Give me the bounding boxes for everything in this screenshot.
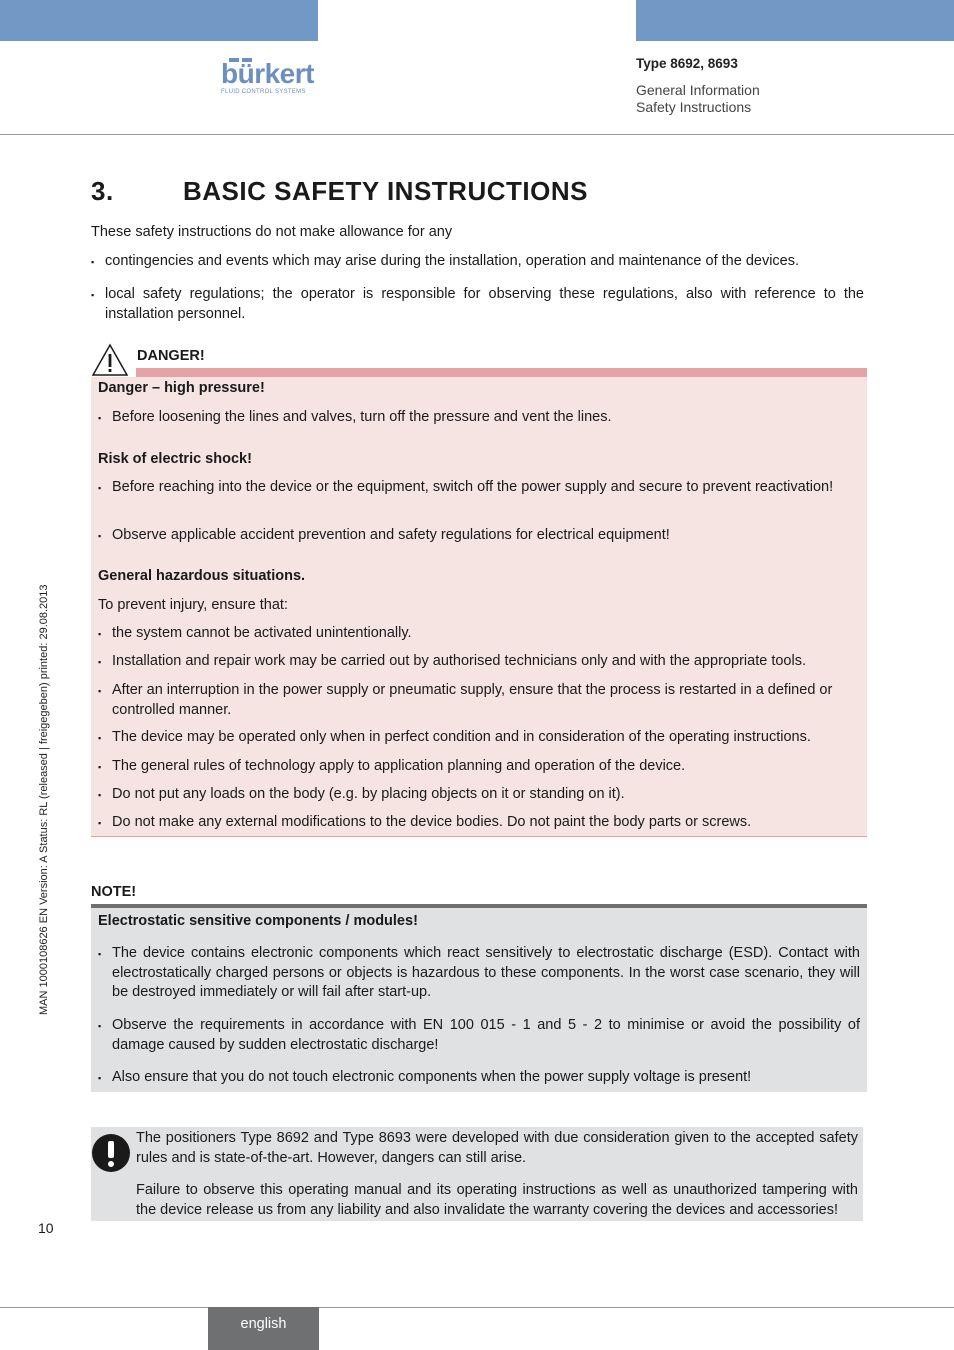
chapter-number: 3. — [91, 176, 114, 206]
danger-general-intro: To prevent injury, ensure that: — [98, 597, 288, 613]
note-bullet: ▪ Observe the requirements in accordance with EN 100 015 - 1 and 5 - 2 to minimise or avoid the possibility of damage caused by sudden electrostatic discharge! — [98, 1016, 860, 1055]
info-box — [91, 1127, 863, 1221]
danger-bullet: ▪ Before loosening the lines and valves, turn off the pressure and vent the lines. — [98, 408, 858, 428]
note-heading: Electrostatic sensitive components / modules! — [98, 913, 418, 929]
danger-bullet: ▪ The device may be operated only when in perfect condition and in consideration of the operating instructions. — [98, 728, 864, 748]
page-number: 10 — [38, 1220, 54, 1236]
document-meta-vertical: MAN 1000108626 EN Version: A Status: RL (released | freigegeben) printed: 29.08.2013 — [38, 584, 50, 1015]
danger-bullet: ▪ Before reaching into the device or the equipment, switch off the power supply and secure to prevent reactivation! — [98, 478, 838, 498]
danger-heading-general: General hazardous situations. — [98, 568, 306, 584]
danger-bullet: ▪ Do not put any loads on the body (e.g. by placing objects on it or standing on it). — [98, 785, 864, 805]
danger-bullet: ▪ The general rules of technology apply to application planning and operation of the device. — [98, 757, 864, 777]
warning-triangle-icon — [91, 343, 129, 377]
note-label: NOTE! — [91, 884, 137, 900]
footer-divider — [0, 1307, 954, 1308]
danger-bullet: ▪ Do not make any external modifications to the device bodies. Do not paint the body parts or screws. — [98, 813, 864, 833]
intro-bullet: ▪ contingencies and events which may arise during the installation, operation and maintenance of the devices. — [91, 252, 864, 272]
danger-heading-shock: Risk of electric shock! — [98, 451, 252, 467]
note-bullet: ▪ Also ensure that you do not touch electronic components when the power supply voltage is present! — [98, 1068, 860, 1088]
intro-bullet: ▪ local safety regulations; the operator is responsible for observing these regulations, also with reference to the installation personnel. — [91, 285, 864, 324]
danger-bullet: ▪ Installation and repair work may be carried out by authorised technicians only and with the appropriate tools. — [98, 652, 864, 672]
note-bullet: ▪ The device contains electronic components which react sensitively to electrostatic discharge (ESD). Contact with electrostatically charged persons or objects is hazardous to these components. In the worst case scenario, they will be destroyed immediately or will fail after start-up. — [98, 944, 860, 1003]
logo-word: bürkert — [221, 58, 314, 89]
logo-subtext: FLUID CONTROL SYSTEMS — [221, 89, 306, 95]
header-section-general: General Information — [636, 82, 760, 98]
exclamation-icon — [91, 1133, 131, 1173]
header-bar-left — [0, 0, 318, 41]
danger-label: DANGER! — [137, 348, 205, 364]
danger-bullet: ▪ Observe applicable accident prevention and safety regulations for electrical equipment! — [98, 526, 858, 546]
header-bar-right — [636, 0, 954, 41]
danger-box — [91, 377, 867, 837]
danger-heading-pressure: Danger – high pressure! — [98, 380, 265, 396]
danger-bar — [136, 368, 867, 377]
info-paragraph-2: Failure to observe this operating manual and its operating instructions as well as unauthorized tampering with the device release us from any liability and also invalidate the warranty covering the devices and accessories! — [136, 1182, 858, 1218]
danger-bullet: ▪ the system cannot be activated unintentionally. — [98, 624, 860, 644]
header-divider — [0, 134, 954, 135]
danger-bullet: ▪ After an interruption in the power supply or pneumatic supply, ensure that the process is restarted in a defined or controlled manner. — [98, 681, 864, 720]
document-type-title: Type 8692, 8693 — [636, 56, 738, 71]
intro-text: These safety instructions do not make allowance for any — [91, 224, 453, 240]
footer-language-tab: english — [208, 1307, 319, 1350]
chapter-title: BASIC SAFETY INSTRUCTIONS — [183, 176, 588, 206]
note-box — [91, 904, 867, 1092]
burkert-logo — [221, 58, 321, 98]
header-sections — [636, 82, 760, 116]
danger-header — [91, 343, 867, 379]
info-paragraph-1: The positioners Type 8692 and Type 8693 were developed with due consideration given to the accepted safety rules and is state-of-the-art. However, dangers can still arise. — [136, 1130, 858, 1166]
page-title — [91, 176, 588, 207]
header-section-safety: Safety Instructions — [636, 99, 752, 115]
